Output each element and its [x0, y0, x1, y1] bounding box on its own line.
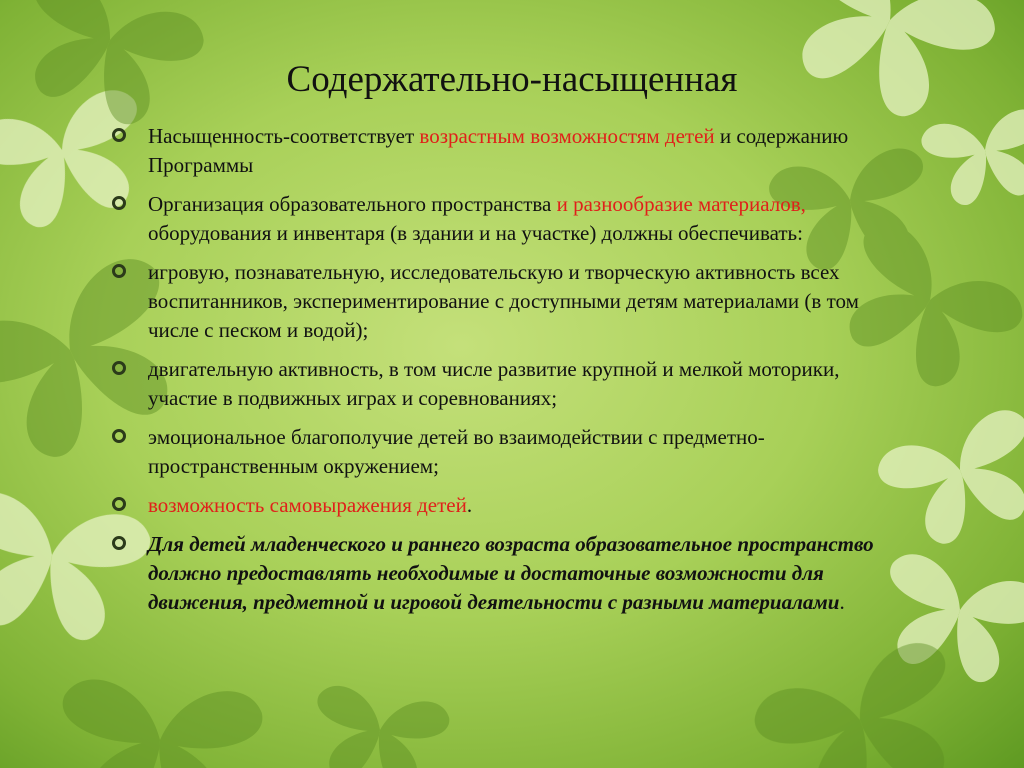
bullet-text: и содержанию Программы — [148, 124, 849, 177]
slide-title: Содержательно-насыщенная — [286, 59, 738, 100]
bullet-highlight: и разнообразие материалов, — [556, 192, 806, 216]
ring-bullet-icon — [112, 264, 126, 278]
bullet-text: Для детей младенческого и раннего возраста образовательное пространство должно предоставлять необходимые и достаточные возможности для движения, предметной и игровой деятельности с разными материалами — [148, 532, 874, 614]
ring-bullet-icon — [112, 128, 126, 142]
bullet-text: . — [466, 493, 473, 517]
bullet-item — [112, 355, 912, 413]
bullet-text: Насыщенность-соответствует — [148, 124, 420, 148]
bullet-text: игровую, познавательную, исследовательскую и творческую активность всех воспитанников, экспериментирование с доступными детям материалами (в том числе с песком и водой); — [148, 260, 859, 342]
ring-bullet-icon — [112, 536, 126, 550]
bullet-list — [112, 122, 912, 627]
ring-bullet-icon — [112, 497, 126, 511]
bullet-text: эмоциональное благополучие детей во взаимодействии с предметно-пространственным окружением; — [148, 425, 765, 478]
bullet-text: оборудования и инвентаря (в здании и на участке) должны обеспечивать: — [148, 221, 803, 245]
bullet-highlight: возможность самовыражения детей — [148, 493, 467, 517]
bullet-text: . — [839, 590, 845, 614]
bullet-item — [112, 530, 912, 617]
bullet-text: Организация образовательного пространства — [148, 192, 557, 216]
ring-bullet-icon — [112, 361, 126, 375]
ring-bullet-icon — [112, 196, 126, 210]
bullet-item — [112, 423, 912, 481]
bullet-text: двигательную активность, в том числе развитие крупной и мелкой моторики, участие в подвижных играх и соревнованиях; — [148, 357, 840, 410]
bullet-item — [112, 190, 912, 248]
bullet-item — [112, 491, 912, 520]
bullet-item — [112, 258, 912, 345]
bullet-highlight: возрастным возможностям детей — [419, 124, 715, 148]
ring-bullet-icon — [112, 429, 126, 443]
bullet-item — [112, 122, 912, 180]
